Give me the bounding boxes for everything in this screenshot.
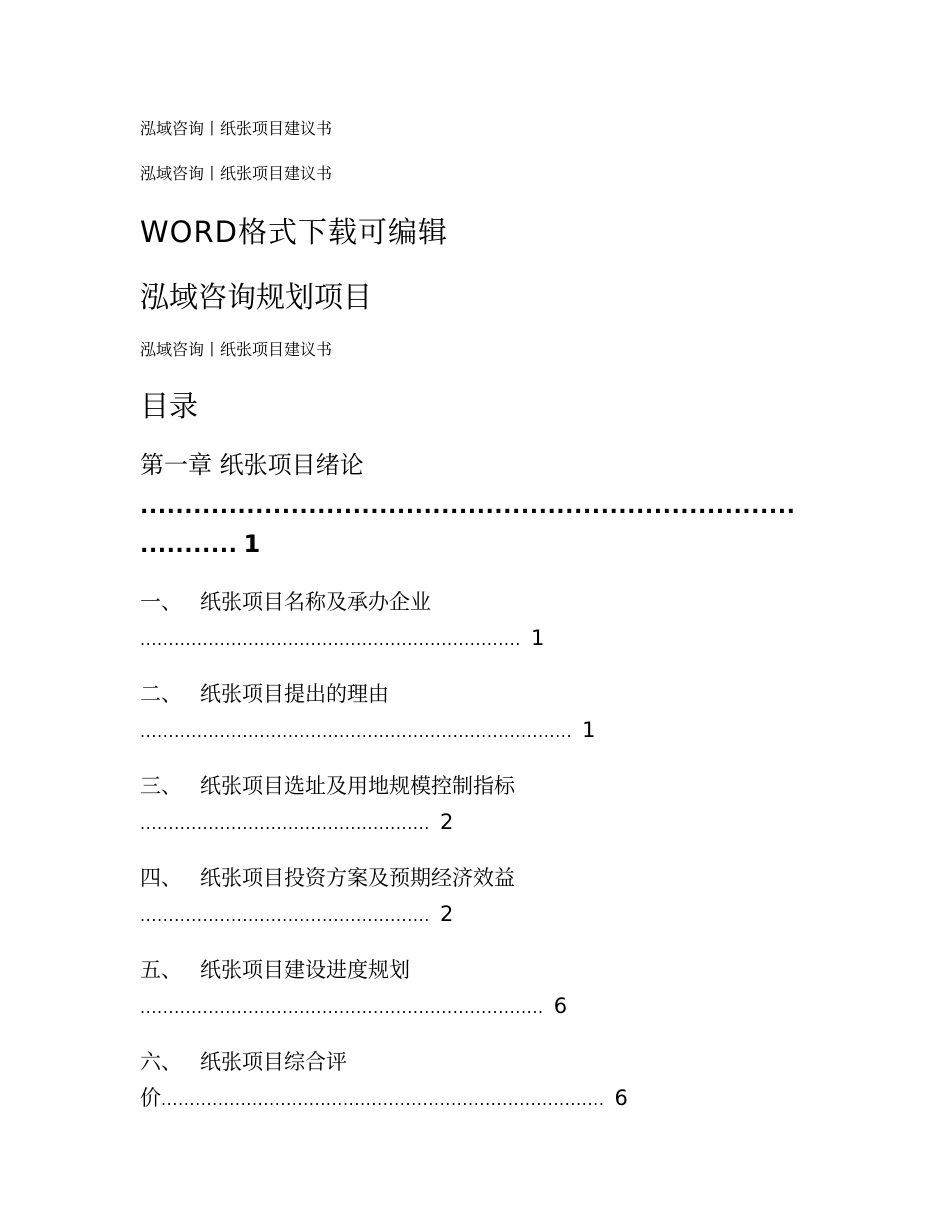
toc-item-2-leader <box>140 720 596 741</box>
toc-chapter-dots-line1: .......................................................................... <box>140 494 796 519</box>
toc-item-5-leader <box>140 996 567 1017</box>
toc-leader-dots: ....................................................................... <box>140 998 544 1017</box>
toc-item-4[interactable] <box>140 868 515 889</box>
toc-item-1[interactable] <box>140 592 431 613</box>
toc-item-4-leader <box>140 904 453 925</box>
toc-item-title-continuation: 价 <box>140 1086 161 1110</box>
toc-item-number: 三、 <box>140 774 182 798</box>
toc-page-number: 2 <box>439 810 454 834</box>
toc-chapter-title[interactable]: 第一章 纸张项目绪论 <box>140 451 364 479</box>
toc-heading: 目录 <box>140 389 199 423</box>
toc-page-number: 6 <box>553 994 568 1018</box>
toc-item-title: 纸张项目建设进度规划 <box>200 958 410 982</box>
header-line-1: 泓域咨询丨纸张项目建议书 <box>140 119 333 138</box>
toc-leader-dots: ................................................... <box>140 814 430 833</box>
toc-page-number: 1 <box>582 718 596 742</box>
toc-leader-dots: .............................................................................. <box>161 1090 605 1109</box>
toc-item-title: 纸张项目投资方案及预期经济效益 <box>200 866 515 890</box>
toc-item-3[interactable] <box>140 776 515 797</box>
toc-chapter-dots-line2 <box>140 532 260 557</box>
toc-item-2[interactable] <box>140 684 389 705</box>
toc-leader-dots: ................................................... <box>140 906 430 925</box>
toc-item-5[interactable] <box>140 960 410 981</box>
toc-item-title: 纸张项目选址及用地规模控制指标 <box>200 774 515 798</box>
header-line-2: 泓域咨询丨纸张项目建议书 <box>140 164 333 183</box>
toc-leader-dots: ............................................................................ <box>140 722 573 741</box>
toc-page-number: 2 <box>439 902 454 926</box>
toc-item-number: 六、 <box>140 1050 182 1074</box>
header-line-3: 泓域咨询丨纸张项目建议书 <box>140 340 333 359</box>
toc-leader-dots: ................................................................... <box>140 630 521 649</box>
toc-item-6-leader <box>140 1088 628 1109</box>
toc-item-number: 四、 <box>140 866 182 890</box>
toc-item-number: 一、 <box>140 590 182 614</box>
toc-item-number: 二、 <box>140 682 182 706</box>
project-title: 泓域咨询规划项目 <box>140 280 373 314</box>
toc-item-title: 纸张项目提出的理由 <box>200 682 389 706</box>
toc-item-title: 纸张项目名称及承办企业 <box>200 590 431 614</box>
toc-chapter-dots: ........... <box>140 533 238 558</box>
toc-page-number: 1 <box>530 626 545 650</box>
toc-chapter-page: 1 <box>243 530 261 558</box>
toc-item-6[interactable] <box>140 1052 347 1073</box>
toc-item-number: 五、 <box>140 958 182 982</box>
toc-item-title: 纸张项目综合评 <box>200 1050 347 1074</box>
toc-page-number: 6 <box>614 1086 628 1110</box>
word-format-notice: WORD格式下载可编辑 <box>140 215 448 249</box>
toc-item-3-leader <box>140 812 453 833</box>
toc-item-1-leader <box>140 628 544 649</box>
